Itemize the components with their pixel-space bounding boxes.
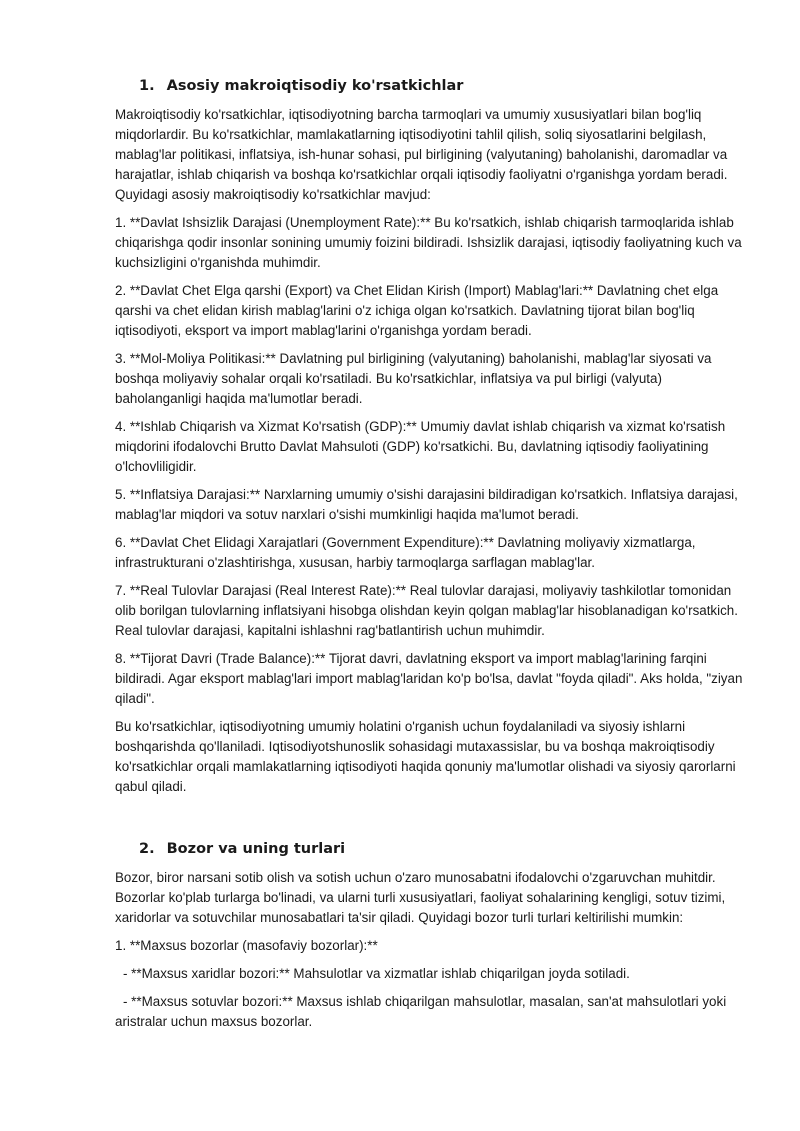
section-1-heading <box>139 78 743 94</box>
list-item: 4. **Ishlab Chiqarish va Xizmat Ko'rsatish (GDP):** Umumiy davlat ishlab chiqarish va xizmat ko'rsatish miqdorini ifodalovchi Brutto Davlat Mahsuloti (GDP) ko'rsatkichi. Bu, davlatning iqtisodiy faoliyatining o'lchovliligidir. <box>115 419 726 474</box>
section-2-intro: Bozor, biror narsani sotib olish va sotish uchun o'zaro munosabatni ifodalovchi o'zgaruvchan muhitdir. Bozorlar ko'plab turlarga bo'linadi, va ularni turli xususiyatlari, faoliyat sohalarining kengligi, sotuv tizimi, xaridorlar va sotuvchilar munosabatlari ta'sir qiladi. Quyidagi bozor turli turlari keltirilishi mumkin: <box>115 870 726 925</box>
section-1-title: Asosiy makroiqtisodiy ko'rsatkichlar <box>166 78 464 94</box>
sub-list-item: - **Maxsus xaridlar bozori:** Mahsulotlar va xizmatlar ishlab chiqarilgan joyda sotiladi. <box>123 966 630 981</box>
document-page <box>115 78 743 1040</box>
section-2-heading <box>139 841 743 857</box>
section-1-intro: Makroiqtisodiy ko'rsatkichlar, iqtisodiyotning barcha tarmoqlari va umumiy xususiyatlari bilan bog'liq miqdorlardir. Bu ko'rsatkichlar, mamlakatlarning iqtisodiyotini tahlil qilish, soliq siyosatlarini belgilash, mablag'lar politikasi, inflatsiya, ish-hunar sohasi, pul birligining (valyutaning) baholanishi, daromadlar va harajatlar, ishlab chiqarish va boshqa ko'rsatkichlar orqali iqtisodiy faoliyatni o'rganishga yordam beradi. Quyidagi asosiy makroiqtisodiy ko'rsatkichlar mavjud: <box>115 107 728 202</box>
list-item: 7. **Real Tulovlar Darajasi (Real Interest Rate):** Real tulovlar darajasi, moliyaviy tashkilotlar tomonidan olib borilgan tulovlarning inflatsiyani hisobga olishdan keyin qolgan mablag'lar hisoblanadigan ko'rsatkich. Real tulovlar darajasi, kapitalni ishlashni rag'batlantirish uchun muhimdir. <box>115 583 738 638</box>
section-2-title: Bozor va uning turlari <box>166 841 346 857</box>
list-item: 1. **Maxsus bozorlar (masofaviy bozorlar):** <box>115 938 378 953</box>
list-item: 2. **Davlat Chet Elga qarshi (Export) va Chet Elidan Kirish (Import) Mablag'lari:** Davlatning chet elga qarshi va chet elidan kirish mablag'larini o'z ichiga olgan ko'rsatkich. Davlatning tijorat bilan bog'liq iqtisodiyoti, eksport va import mablag'larini o'rganishga yordam beradi. <box>115 283 719 338</box>
section-spacer <box>115 805 743 841</box>
list-item: 6. **Davlat Chet Elidagi Xarajatlari (Government Expenditure):** Davlatning moliyaviy xizmatlarga, infrastrukturani o'zlashtirishga, xususan, harbiy tarmoqlarga sarflagan mablag'lar. <box>115 535 696 570</box>
list-item: 5. **Inflatsiya Darajasi:** Narxlarning umumiy o'sishi darajasini bildiradigan ko'rsatkich. Inflatsiya darajasi, mablag'lar miqdori va sotuv narxlari o'sishi mumkinligi haqida ma'lumot beradi. <box>115 487 738 522</box>
section-1-number: 1. <box>139 78 155 94</box>
list-item: 1. **Davlat Ishsizlik Darajasi (Unemployment Rate):** Bu ko'rsatkich, ishlab chiqarish tarmoqlarida ishlab chiqarishga qodir insonlar sonining umumiy foizini bildiradi. Ishsizlik darajasi, iqtisodiy faoliyatning kuch va kuchsizligini o'rganishda muhimdir. <box>115 215 742 270</box>
section-1-outro: Bu ko'rsatkichlar, iqtisodiyotning umumiy holatini o'rganish uchun foydalaniladi va siyosiy ishlarni boshqarishda qo'llaniladi. Iqtisodiyotshunoslik sohasidagi mutaxassislar, bu va boshqa makroiqtisodiy ko'rsatkichlar orqali mamlakatlarning iqtisodiyoti haqida qonuniy ma'lumotlar olishadi va siyosiy qarorlarni qabul qiladi. <box>115 719 736 794</box>
sub-list-item: - **Maxsus sotuvlar bozori:** Maxsus ishlab chiqarilgan mahsulotlar, masalan, san'at mahsulotlari yoki aristralar uchun maxsus bozorlar. <box>115 994 727 1029</box>
list-item: 8. **Tijorat Davri (Trade Balance):** Tijorat davri, davlatning eksport va import mablag'larining farqini bildiradi. Agar eksport mablag'lari import mablag'laridan ko'p bo'lsa, davlat "foyda qiladi". Aks holda, "ziyan qiladi". <box>115 651 743 706</box>
list-item: 3. **Mol-Moliya Politikasi:** Davlatning pul birligining (valyutaning) baholanishi, mablag'lar siyosati va boshqa moliyaviy sohalar orqali ko'rsatiladi. Bu ko'rsatkichlar, inflatsiya va pul birligi (valyuta) baholanganligi haqida ma'lumotlar beradi. <box>115 351 712 406</box>
section-2-number: 2. <box>139 841 155 857</box>
